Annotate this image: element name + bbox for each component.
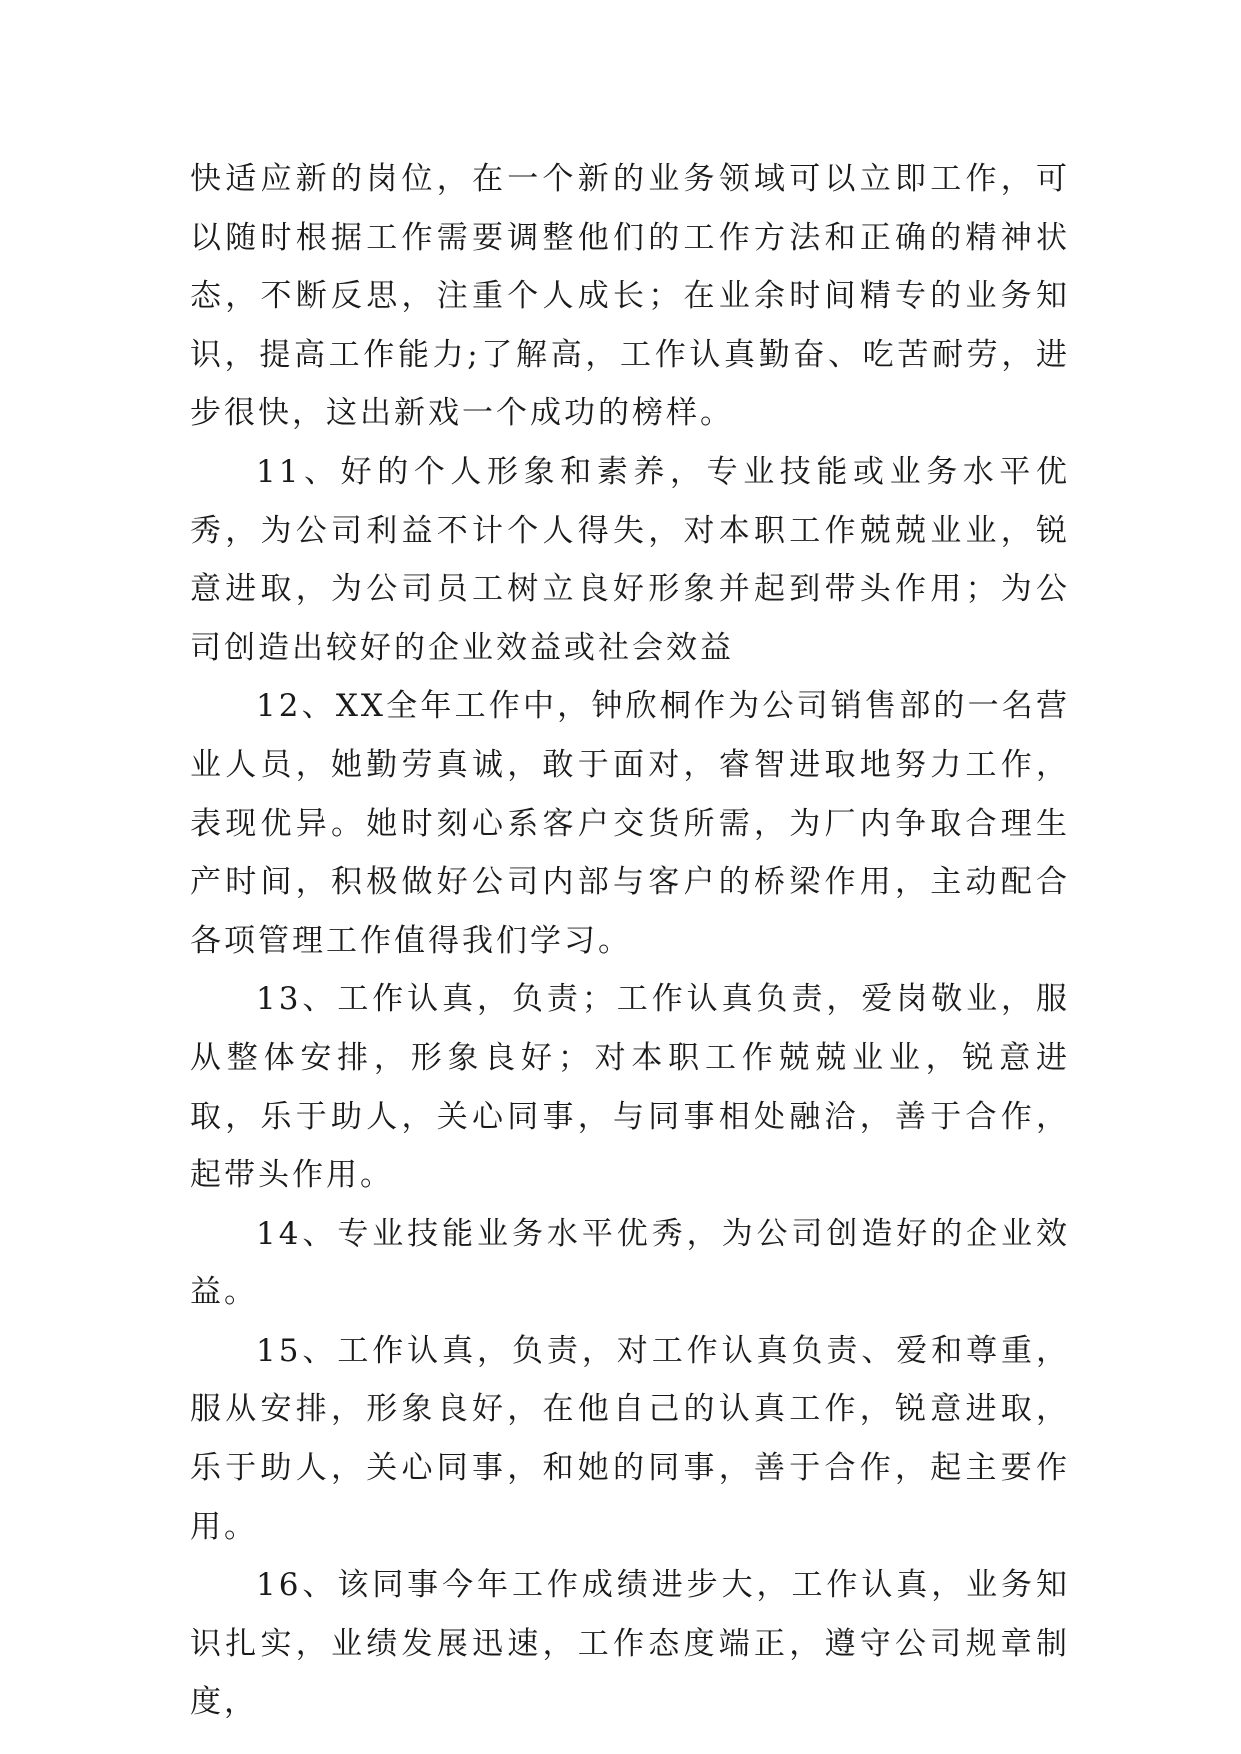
paragraph-item-13: 13、工作认真，负责；工作认真负责，爱岗敬业，服从整体安排，形象良好；对本职工作兢兢业业，锐意进取，乐于助人，关心同事，与同事相处融洽，善于合作，起带头作用。 xyxy=(190,981,1070,1194)
paragraph-item-12: 12、XX全年工作中，钟欣桐作为公司销售部的一名营业人员，她勤劳真诚，敢于面对，睿智进取地努力工作，表现优异。她时刻心系客户交货所需，为厂内争取合理生产时间，积极做好公司内部与客户的桥梁作用，主动配合各项管理工作值得我们学习。 xyxy=(190,688,1070,959)
paragraph-item-11: 11、好的个人形象和素养，专业技能或业务水平优秀，为公司利益不计个人得失，对本职工作兢兢业业，锐意进取，为公司员工树立良好形象并起到带头作用；为公司创造出较好的企业效益或社会效益 xyxy=(190,453,1070,666)
document-body xyxy=(190,150,1070,1732)
paragraph-item-15: 15、工作认真，负责，对工作认真负责、爱和尊重，服从安排，形象良好，在他自己的认真工作，锐意进取，乐于助人，关心同事，和她的同事，善于合作，起主要作用。 xyxy=(190,1332,1070,1545)
paragraph-item-14: 14、专业技能业务水平优秀，为公司创造好的企业效益。 xyxy=(190,1215,1070,1311)
paragraph-item-16: 16、该同事今年工作成绩进步大，工作认真，业务知识扎实，业绩发展迅速，工作态度端正，遵守公司规章制度， xyxy=(190,1567,1070,1721)
paragraph-continuation: 快适应新的岗位，在一个新的业务领域可以立即工作，可以随时根据工作需要调整他们的工作方法和正确的精神状态，不断反思，注重个人成长；在业余时间精专的业务知识，提高工作能力;了解高，工作认真勤奋、吃苦耐劳，进步很快，这出新戏一个成功的榜样。 xyxy=(190,161,1070,432)
